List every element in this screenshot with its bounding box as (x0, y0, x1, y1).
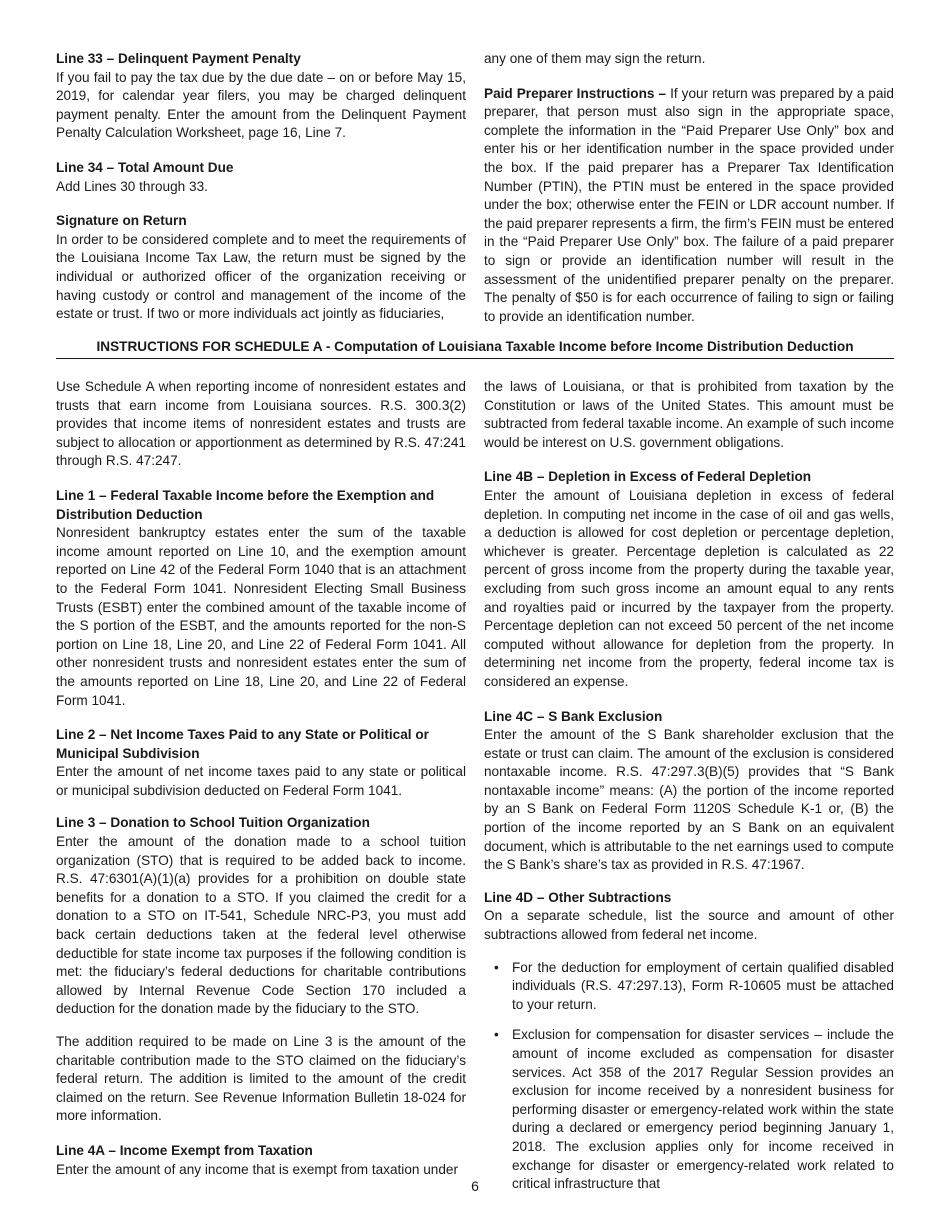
line34-heading: Line 34 – Total Amount Due (56, 159, 234, 175)
list-item-text: Exclusion for compensation for disaster services – include the amount of income excluded as compensation for disaster services. Act 358 of the 2017 Regular Session provides an exclusion for income received by a nonresident business for performing disaster or emergency-related work within the state during a declared or emergency period beginning January 1, 2018. The exclusion applies only for income received in exchange for disaster or emergency-related work related to critical infrastructure that (512, 1027, 894, 1192)
line4a-body: Enter the amount of any income that is exempt from taxation under (56, 1161, 458, 1177)
line3-body-1: Enter the amount of the donation made to a school tuition organization (STO) that is required to be added back to income. R.S. 47:6301(A)(1)(a) provides for a prohibition on double state benefits for a donation to a STO. If you claimed the credit for a donation to a STO on IT-541, Schedule NRC-P3, you must add back certain deductions taken at the federal level otherwise deductible for state income tax purposes if the following condition is met: the fiduciary’s federal deductions for charitable contributions allowed by Internal Revenue Code Section 170 included a deduction for the donation made by the fiduciary to the STO. (56, 834, 466, 1017)
schedule-a-banner: INSTRUCTIONS FOR SCHEDULE A - Computation of Louisiana Taxable Income before Income Distribution Deduction (56, 339, 894, 359)
signature-body: In order to be considered complete and to meet the requirements of the Louisiana Income Tax Law, the return must be signed by the individual or authorized officer of the organization receiving or having custody or control and management of the income of the estate or trust. If two or more individuals act jointly as fiduciaries, (56, 231, 466, 322)
line4b-body: Enter the amount of Louisiana depletion in excess of federal depletion. In computing net income in the case of oil and gas wells, a deduction is allowed for cost depletion or percentage depletion, whichever is greater. Percentage depletion is calculated as 22 percent of gross income from the property during the taxable year, excluding from such gross income an amount equal to any rents and royalties paid or incurred by the taxpayer from the property. Percentage depletion can not exceed 50 percent of the net income computed without allowance for depletion from the property. In determining net income from the property, federal income tax is considered an expense. (484, 487, 894, 689)
paid-preparer-heading: Paid Preparer Instructions – (484, 85, 667, 101)
bullet-icon: • (494, 959, 499, 975)
line1-heading: Line 1 – Federal Taxable Income before the Exemption and Distribution Deduction (56, 487, 435, 522)
line4d-bullet-list (484, 959, 894, 1194)
bottom-left-column (56, 378, 466, 1179)
line4b-heading: Line 4B – Depletion in Excess of Federal Depletion (484, 469, 812, 485)
line4a-continued: the laws of Louisiana, or that is prohibited from taxation by the Constitution or laws of the United States. This amount must be subtracted from federal taxable income. An example of such income would be interest on U.S. government obligations. (484, 379, 894, 450)
line4c-heading: Line 4C – S Bank Exclusion (484, 708, 663, 724)
line4c-section (484, 708, 894, 875)
line4a-section (56, 1142, 466, 1179)
line34-section (56, 159, 466, 196)
line4d-heading: Line 4D – Other Subtractions (484, 889, 672, 905)
line3-heading: Line 3 – Donation to School Tuition Organization (56, 815, 370, 831)
bottom-right-column (484, 378, 894, 1206)
list-item (484, 1026, 894, 1193)
list-item (484, 959, 894, 1015)
line33-body: If you fail to pay the tax due by the due date – on or before May 15, 2019, for calendar year filers, you may be charged delinquent payment penalty. Enter the amount from the Delinquent Payment Penalty Calculation Worksheet, page 16, Line 7. (56, 69, 466, 141)
top-left-column (56, 50, 466, 324)
signature-heading: Signature on Return (56, 213, 187, 229)
line4d-body: On a separate schedule, list the source and amount of other subtractions allowed from federal net income. (484, 908, 894, 943)
schedule-a-intro: Use Schedule A when reporting income of nonresident estates and trusts that earn income from Louisiana sources. R.S. 300.3(2) provides that income items of nonresident estates and trusts are subject to allocation or apportionment as determined by R.S. 47:241 through R.S. 47:247. (56, 379, 466, 469)
line3-body-2: The addition required to be made on Line 3 is the amount of the charitable contribution made to the STO claimed on the fiduciary’s federal return. The addition is limited to the amount of the credit claimed on the return. See Revenue Information Bulletin 18-024 for more information. (56, 1034, 466, 1124)
line3-section (56, 814, 466, 1126)
paid-preparer-body: If your return was prepared by a paid preparer, that person must also sign in the appropriate space, complete the information in the “Paid Preparer Use Only” box and enter his or her identification number in the space provided under the box. If the paid preparer has a Preparer Tax Identification Number (PTIN), the PTIN must be entered in the space provided under the box; otherwise enter the FEIN or LDR account number. If the paid preparer represents a firm, the firm’s FEIN must be entered in the “Paid Preparer Use Only” box. The failure of a paid preparer to sign or provide an identification number will result in the assessment of the unidentified preparer penalty on the preparer. The penalty of $50 is for each occurrence of failing to sign or failing to provide an identification number. (484, 85, 894, 324)
line34-body: Add Lines 30 through 33. (56, 178, 208, 194)
line33-heading: Line 33 – Delinquent Payment Penalty (56, 51, 301, 66)
page-number: 6 (471, 1178, 479, 1194)
line1-body: Nonresident bankruptcy estates enter the sum of the taxable income amount reported on Line 10, and the exemption amount reported on Line 42 of the Federal Form 1040 that is an attachment to the Federal Form 1041. Nonresident Electing Small Business Trusts (ESBT) enter the combined amount of the taxable income of the S portion of the ESBT, and the amounts reported for the non-S portion on Line 18, Line 20, and Line 22 of Federal Form 1041. All other nonresident trusts and nonresident estates enter the sum of the amounts reported on Line 18, Line 20, and Line 22 of Federal Form 1041. (56, 525, 466, 708)
bullet-icon: • (494, 1027, 499, 1043)
list-item-text: For the deduction for employment of certain qualified disabled individuals (R.S. 47:297.13), Form R-10605 must be attached to your return. (512, 959, 894, 1012)
top-right-column (484, 50, 894, 326)
paid-preparer-paragraph (484, 85, 894, 327)
line1-section (56, 487, 466, 710)
line33-section (56, 50, 466, 143)
line2-body: Enter the amount of net income taxes paid to any state or political or municipal subdivision deducted on Federal Form 1041. (56, 764, 466, 798)
line4a-heading: Line 4A – Income Exempt from Taxation (56, 1142, 313, 1158)
line4b-section (484, 468, 894, 691)
signature-section (56, 212, 466, 324)
line2-heading: Line 2 – Net Income Taxes Paid to any State or Political or Municipal Subdivision (56, 727, 429, 761)
line4c-body: Enter the amount of the S Bank shareholder exclusion that the estate or trust can claim. The amount of the exclusion is considered nontaxable income. R.S. 47:297.3(B)(5) provides that “S Bank nontaxable income” means: (A) the portion of the income reported by an S Bank on Federal Form 1120S Schedule K-1 or, (B) the portion of the income reported by an S Bank on an equivalent document, which is attributable to the net earnings used to compute the S Bank’s share’s tax as provided in R.S. 47:1967. (484, 727, 894, 873)
line4d-section (484, 889, 894, 1194)
line2-section (56, 726, 466, 800)
signature-continued: any one of them may sign the return. (484, 51, 706, 66)
